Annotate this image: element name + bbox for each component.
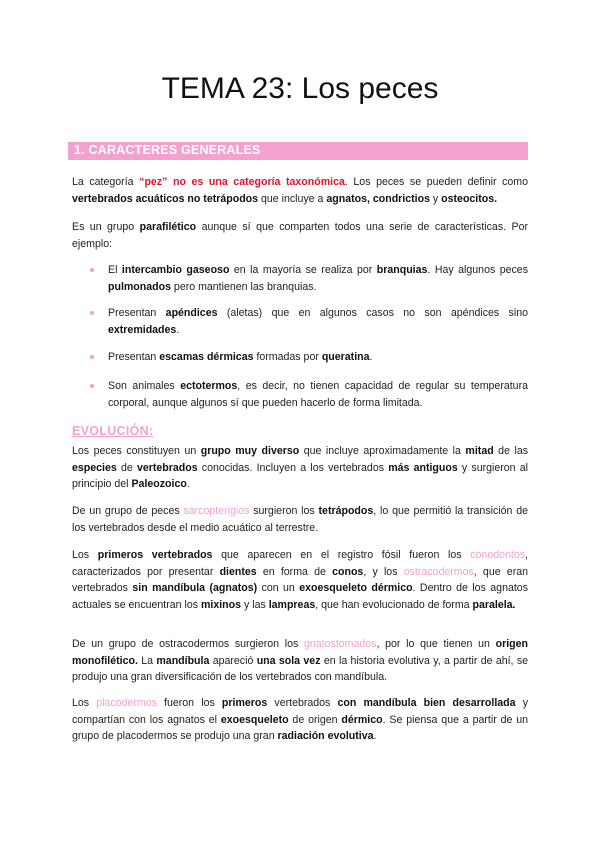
text-run: pero mantienen las branquias. [170,280,317,293]
highlight-term: conodontos [470,549,526,561]
text-run: La categoría [72,176,140,188]
highlight-term: placodermos [96,697,157,709]
bold-term: queratina [321,351,370,363]
bold-term: vertebrados acuáticos no tetrápodos [72,192,259,205]
bold-term: branquias [376,264,428,276]
bullet-icon [90,355,94,359]
text-run: aunque sí que comparten todos una serie de características. Por ejemplo: [72,221,528,250]
bold-term: paralela. [472,598,516,611]
list-item [108,349,528,366]
text-run: conocidas. Incluyen a los vertebrados [197,461,389,474]
bold-term: lampreas [268,598,316,611]
text-run: en forma de [256,565,333,578]
text-run: vertebrados [267,697,338,709]
text-run: , es decir, no tienen capacidad de regular su temperatura corporal, aunque algunos sí que pueden hacerlo de forma limitada. [108,380,528,409]
section-heading: 1. CARACTERES GENERALES [74,143,261,157]
text-run: que incluye a [258,192,327,205]
text-run: , caracterizados por presentar [72,549,528,578]
text-run: con un [257,582,300,594]
evolution-paragraph [72,636,528,686]
bold-term: extremidades [108,323,177,336]
bold-term: una sola vez [256,654,321,667]
text-run: de origen [288,713,342,726]
bold-term: apéndices [165,307,218,319]
bullet-icon [90,268,94,272]
text-run: , por lo que tienen un [376,638,496,650]
intro-paragraph [72,174,528,207]
evolution-paragraph [72,547,528,613]
text-run: Presentan [108,307,166,319]
text-run: . [186,478,190,490]
highlight-term: “pez” no es una categoría taxonómica [139,176,345,188]
text-run: . Dentro de los agnatos actuales se encuentran los [72,582,528,611]
bold-term: parafilético [139,221,197,233]
text-run: . Hay algunos peces [427,264,528,276]
bold-term: tetrápodos [318,505,374,517]
evolution-paragraph [72,443,528,493]
text-run: . Los peces se pueden definir como [344,176,528,188]
bold-term: Paleozoico [131,478,187,490]
bold-term: primeros [221,697,268,709]
text-run: Los [72,697,97,709]
bold-term: especies [72,461,117,474]
bold-term: conos [332,565,364,578]
bold-term: dientes [219,565,257,578]
text-run: que aparecen en el registro fósil fueron los [212,549,471,561]
bold-term: con mandíbula bien desarrollada [337,697,516,709]
parafiletico-paragraph [72,219,528,252]
text-run: El [108,264,122,276]
page-title: TEMA 23: Los peces [161,72,439,105]
evolution-paragraph [72,503,528,536]
bold-term: dérmico [341,713,383,726]
text-run: . Se piensa que a partir de un grupo de placodermos se produjo una gran [72,713,529,742]
bold-term: intercambio gaseoso [121,264,230,276]
text-run: de las [493,445,529,457]
text-run: apareció [209,654,257,667]
bold-term: primeros vertebrados [97,549,213,561]
bold-term: mitad [465,445,494,457]
text-run: , que eran vertebrados [72,565,528,594]
list-item [108,378,528,411]
bold-term: osteocitos. [441,192,498,205]
text-run: , que han evolucionado de forma [315,598,473,611]
text-run: Es un grupo [72,221,140,233]
bold-term: pulmonados [108,280,171,293]
text-run: . [373,730,377,742]
bullet-icon [90,311,94,315]
text-run: (aletas) que en algunos casos no son apéndices sino [217,307,528,319]
bold-term: mandíbula [156,654,210,667]
text-run: , lo que permitió la transición de los vertebrados desde el medio acuático al terrestre. [72,505,528,534]
text-run: surgieron los [249,505,319,517]
text-run: De un grupo de ostracodermos surgieron los [72,638,305,650]
text-run: fueron los [156,697,222,709]
text-run: y [429,192,442,205]
bold-term: vertebrados [136,461,198,474]
bold-term: exoesqueleto [220,713,289,726]
bold-term: radiación evolutiva [277,730,374,742]
text-run: . [369,351,373,363]
text-run: y surgieron al principio del [72,461,529,490]
text-run: que incluye aproximadamente la [299,445,466,457]
subsection-heading: EVOLUCIÓN: [72,424,154,438]
text-run: y compartían con los agnatos el [72,697,528,726]
text-run: Son animales [108,380,181,392]
evolution-paragraph [72,695,528,745]
list-item [108,262,528,295]
text-run: De un grupo de peces [72,505,184,517]
text-run: en la historia evolutiva y, a partir de ahí, se produjo una gran diversificación de los vertebrados con mandíbula. [72,654,529,683]
bold-term: sin mandíbula (agnatos) [132,582,258,594]
text-run: Los peces constituyen un [72,445,201,457]
text-run: en la mayoría se realiza por [229,264,377,276]
list-item [108,305,528,338]
bold-term: grupo muy diverso [200,445,300,457]
text-run: Los [72,549,98,561]
highlight-term: ostracodermos [403,565,474,578]
bullet-icon [90,384,94,388]
bold-term: ectotermos [180,380,238,392]
text-run: La [137,654,157,667]
highlight-term: gnatostomados [304,638,377,650]
text-run: . [176,323,180,336]
highlight-term: sarcopterigios [183,505,250,517]
bold-term: origen monofilético. [72,638,528,667]
text-run: Presentan [108,351,160,363]
bold-term: escamas dérmicas [159,351,254,363]
bold-term: más antiguos [388,461,458,474]
section-heading-bar [68,142,528,160]
bold-term: exoesqueleto dérmico [299,582,413,594]
text-run: formadas por [253,351,322,363]
text-run: de [116,461,137,474]
bold-term: mixinos [200,598,242,611]
text-run: , y los [363,565,404,578]
bold-term: agnatos, condrictios [326,192,430,205]
text-run: y las [241,598,269,611]
